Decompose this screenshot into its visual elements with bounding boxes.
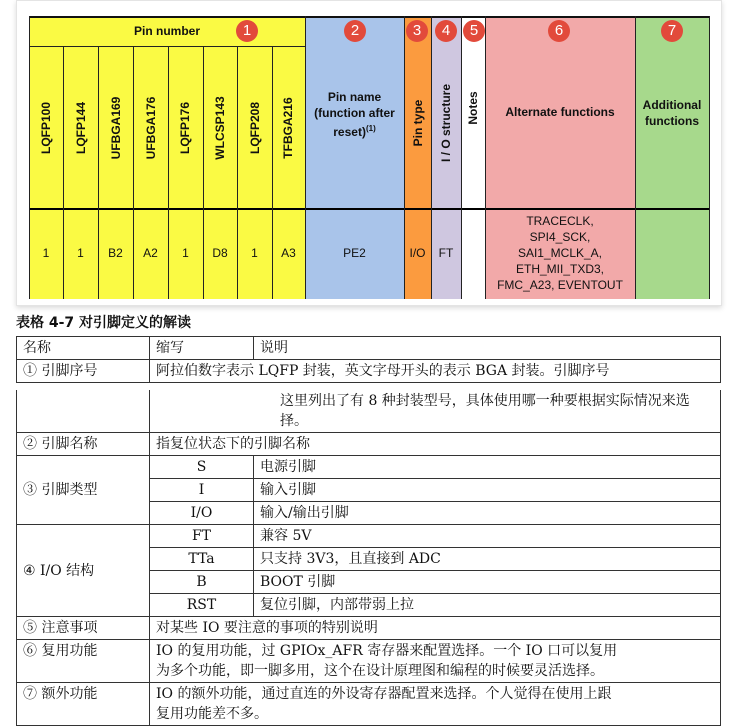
pkg-value-lqfp176: 1 (182, 246, 189, 260)
package-header-ufbga176: UFBGA176 (144, 96, 158, 160)
alternate-functions-header: Alternate functions (505, 105, 615, 119)
header-name: 名称 (17, 337, 150, 360)
table-row (17, 433, 721, 456)
package-header-tfbga216: TFBGA216 (281, 97, 295, 159)
row-name: ③ 引脚类型 (17, 456, 150, 525)
desc-cell: 输入/输出引脚 (254, 502, 721, 525)
definition-table-lower (16, 390, 721, 726)
table-row (17, 456, 721, 479)
pkg-value-ufbga169: B2 (108, 246, 123, 260)
desc-cell: BOOT 引脚 (254, 571, 721, 594)
pin-definition-card (16, 0, 722, 306)
row-desc: 阿拉伯数字表示 LQFP 封装，英文字母开头的表示 BGA 封装。引脚序号 (150, 360, 721, 383)
badge-2: 2 (344, 20, 366, 42)
header-abbr: 缩写 (150, 337, 254, 360)
row-name: ② 引脚名称 (17, 433, 150, 456)
pin-number-title: Pin number (133, 24, 200, 38)
row-desc: 指复位状态下的引脚名称 (150, 433, 721, 456)
pin-type-header: Pin type (411, 99, 425, 147)
header-bottom-rule (29, 208, 709, 210)
pin-number-desc-cont: 这里列出了有 8 种封装型号，具体使用哪一种要根据实际情况来选择。 (150, 390, 721, 433)
pin-type-value: I/O (409, 246, 426, 260)
row-name: ⑥ 复用功能 (17, 640, 150, 683)
notes-block (461, 18, 485, 299)
abbr-cell: S (150, 456, 254, 479)
notes-header: Notes (466, 91, 480, 125)
alternate-functions-value: TRACECLK, SPI4_SCK, SAI1_MCLK_A, ETH_MII_TXD3, FMC_A23, EVENTOUT (497, 214, 623, 292)
row-desc: IO 的额外功能，通过直连的外设寄存器配置来选择。个人觉得在使用上跟 复用功能差不多。 (150, 683, 721, 726)
pin-name-header: Pin name (function after reset)$^{(1)}$ (314, 90, 395, 139)
table-row (17, 640, 721, 683)
badge-3: 3 (406, 20, 428, 42)
package-header-wlcsp143: WLCSP143 (213, 96, 227, 160)
row-name: ⑤ 注意事项 (17, 617, 150, 640)
pkg-value-lqfp208: 1 (251, 246, 258, 260)
badge-1: 1 (236, 20, 258, 42)
pin-number-divider (29, 46, 305, 47)
header-desc: 说明 (254, 337, 721, 360)
row-name: ⑦ 额外功能 (17, 683, 150, 726)
desc-cell: 输入引脚 (254, 479, 721, 502)
additional-block (635, 18, 709, 299)
row-name: ① 引脚序号 (17, 360, 150, 383)
abbr-cell: I (150, 479, 254, 502)
package-header-lqfp144: LQFP144 (74, 101, 88, 155)
pkg-value-tfbga216: A3 (281, 246, 296, 260)
badge-6: 6 (548, 20, 570, 42)
desc-cell: 兼容 5V (254, 525, 721, 548)
additional-functions-header: Additional functions (642, 98, 702, 128)
abbr-cell: TTa (150, 548, 254, 571)
badge-4: 4 (435, 20, 457, 42)
badge-5: 5 (463, 20, 485, 42)
io-structure-value: FT (438, 246, 454, 260)
row-desc: 对某些 IO 要注意的事项的特别说明 (150, 617, 721, 640)
desc-cell: 电源引脚 (254, 456, 721, 479)
table-row (17, 390, 721, 433)
package-header-lqfp208: LQFP208 (248, 101, 262, 155)
abbr-cell: RST (150, 594, 254, 617)
pkg-value-lqfp144: 1 (77, 246, 84, 260)
row-desc: IO 的复用功能，过 GPIOx_AFR 寄存器来配置选择。一个 IO 口可以复用 为多个功能，即一脚多用，这个在设计原理图和编程的时候要灵活选择。 (150, 640, 721, 683)
abbr-cell: I/O (150, 502, 254, 525)
package-header-ufbga169: UFBGA169 (109, 96, 123, 160)
row-name: ④ I/O 结构 (17, 525, 150, 617)
definition-table-upper (16, 336, 721, 383)
table-row (17, 683, 721, 726)
table-row (17, 617, 721, 640)
table-caption: 表格 4-7 对引脚定义的解读 (16, 315, 192, 331)
top-border (29, 16, 709, 18)
package-header-lqfp100: LQFP100 (39, 101, 53, 155)
desc-cell: 只支持 3V3，且直接到 ADC (254, 548, 721, 571)
pkg-value-ufbga176: A2 (143, 246, 158, 260)
badge-7: 7 (661, 20, 683, 42)
pkg-value-lqfp100: 1 (42, 246, 50, 260)
table-header-row (17, 337, 721, 360)
table-row (17, 525, 721, 548)
package-header-lqfp176: LQFP176 (178, 101, 192, 155)
abbr-cell: FT (150, 525, 254, 548)
table-row (17, 360, 721, 383)
io-structure-header: I / O structure (439, 83, 453, 163)
pin-name-value: PE2 (343, 246, 366, 260)
abbr-cell: B (150, 571, 254, 594)
desc-cell: 复位引脚，内部带弱上拉 (254, 594, 721, 617)
pkg-value-wlcsp143: D8 (212, 246, 228, 260)
